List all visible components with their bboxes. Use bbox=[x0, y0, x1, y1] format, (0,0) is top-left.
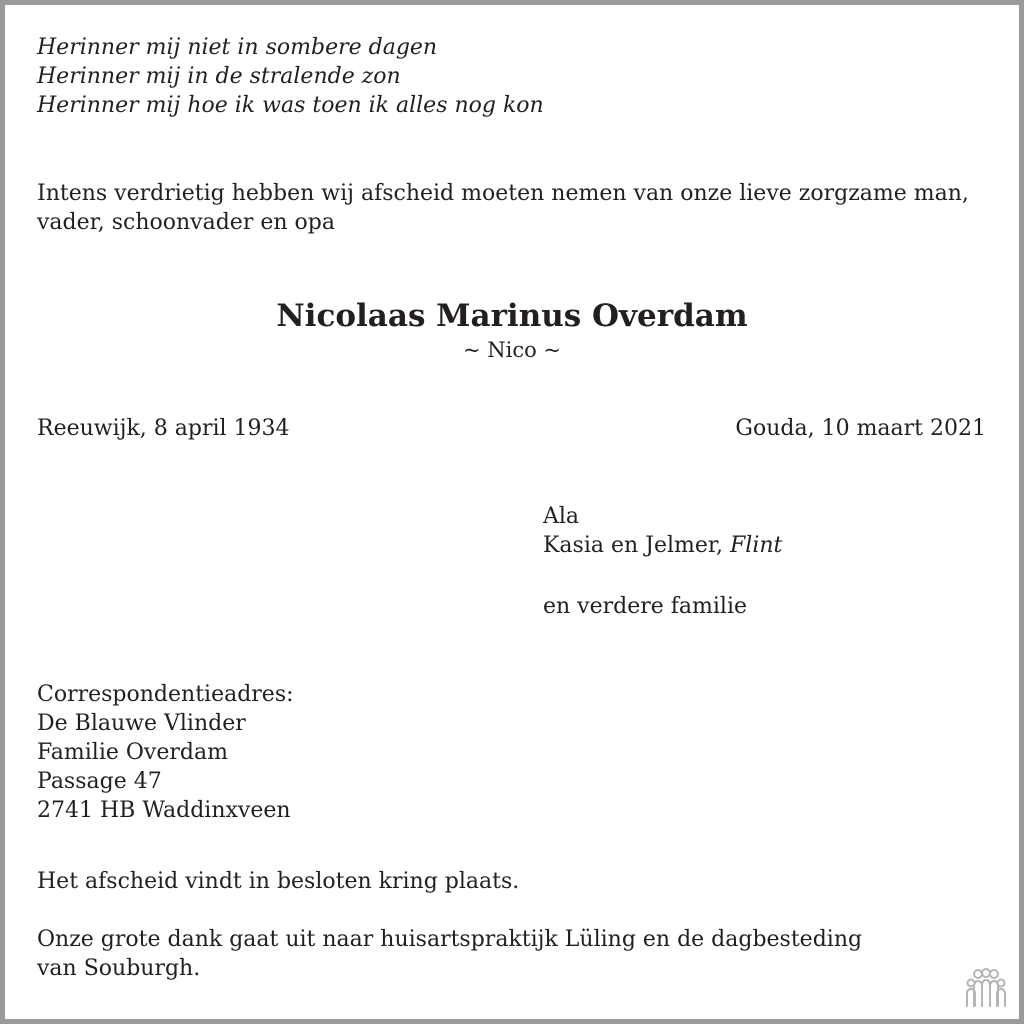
family-line: Ala bbox=[543, 504, 580, 529]
family-icon bbox=[964, 966, 1008, 1010]
address-line: Familie Overdam bbox=[37, 740, 228, 765]
deceased-name: Nicolaas Marinus Overdam bbox=[276, 298, 748, 334]
address-heading: Correspondentieadres: bbox=[37, 682, 294, 707]
family-place: Flint bbox=[730, 533, 783, 558]
ceremony-note: Het afscheid vindt in besloten kring plaats. bbox=[37, 869, 520, 894]
address-line: 2741 HB Waddinxveen bbox=[37, 798, 291, 823]
correspondence-address bbox=[37, 680, 294, 825]
thanks-line: Onze grote dank gaat uit naar huisartspraktijk Lüling en de dagbesteding bbox=[37, 927, 863, 952]
address-line: Passage 47 bbox=[37, 769, 162, 794]
death-info: Gouda, 10 maart 2021 bbox=[735, 416, 986, 441]
poem bbox=[37, 33, 544, 120]
poem-line: Herinner mij hoe ik was toen ik alles nog kon bbox=[37, 93, 544, 118]
poem-line: Herinner mij niet in sombere dagen bbox=[37, 35, 438, 60]
family-line bbox=[543, 531, 782, 560]
family-names bbox=[543, 502, 782, 560]
family-names-text: Kasia en Jelmer, bbox=[543, 533, 731, 558]
poem-line: Herinner mij in de stralende zon bbox=[37, 64, 401, 89]
thanks-note bbox=[37, 925, 862, 983]
thanks-line: van Souburgh. bbox=[37, 956, 201, 981]
extended-family: en verdere familie bbox=[543, 594, 748, 619]
nickname: ~ Nico ~ bbox=[462, 338, 562, 362]
birth-info: Reeuwijk, 8 april 1934 bbox=[37, 416, 290, 441]
address-line: De Blauwe Vlinder bbox=[37, 711, 246, 736]
intro-text: Intens verdrietig hebben wij afscheid moeten nemen van onze lieve zorgzame man, vader, schoonvader en opa bbox=[37, 181, 969, 235]
